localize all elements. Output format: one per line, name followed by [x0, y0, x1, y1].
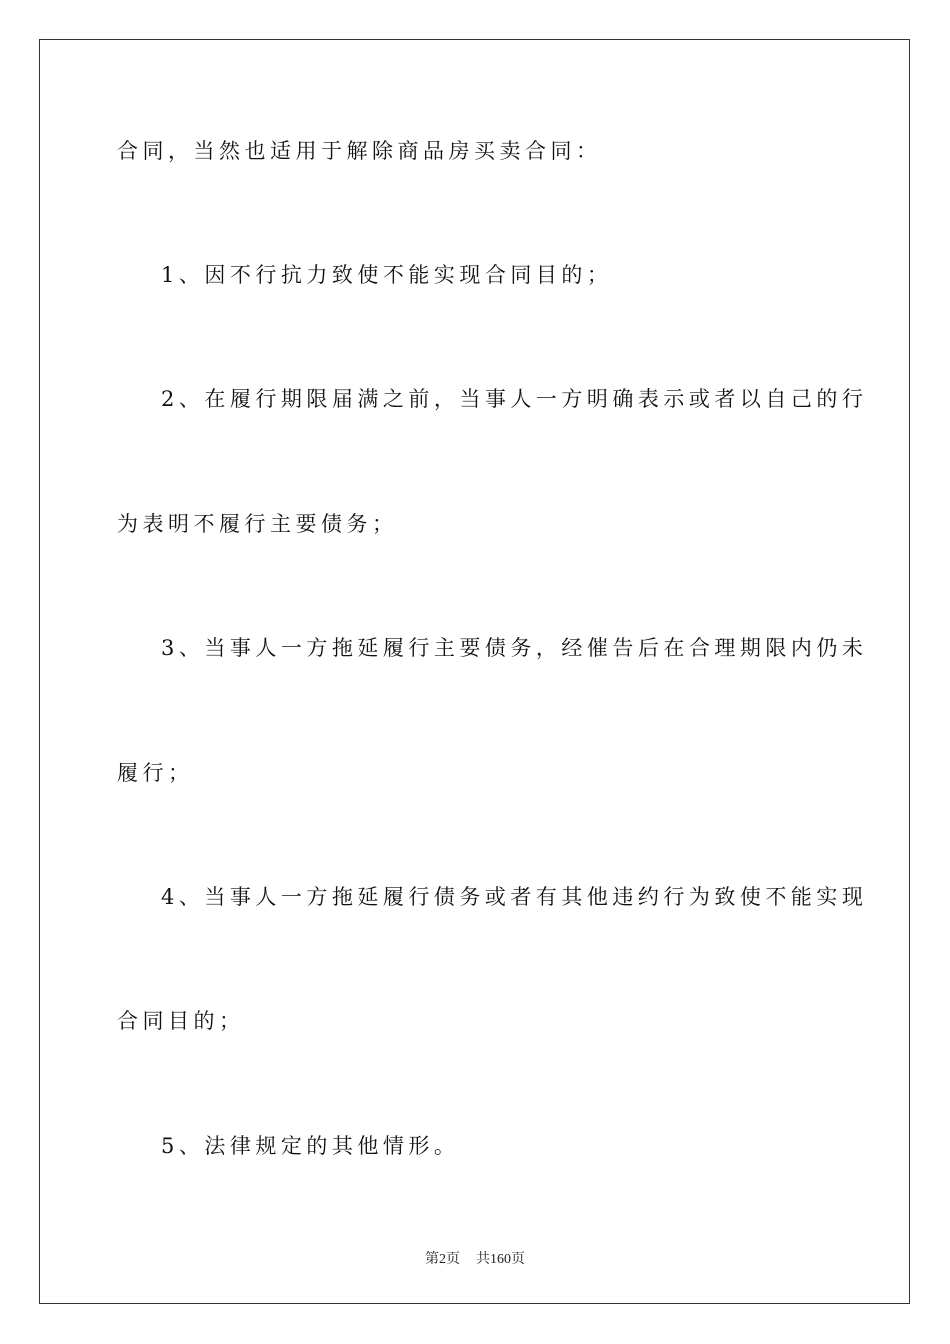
- body-line-5: 3、当事人一方拖延履行主要债务，经催告后在合理期限内仍未: [161, 636, 868, 660]
- page-border: [39, 39, 910, 1304]
- body-line-7: 4、当事人一方拖延履行债务或者有其他违约行为致使不能实现: [161, 885, 868, 909]
- body-line-6: 履行；: [117, 761, 194, 785]
- page-footer: [0, 1248, 950, 1268]
- body-line-3: 2、在履行期限届满之前，当事人一方明确表示或者以自己的行: [161, 387, 868, 411]
- total-pages: 共160页: [476, 1252, 525, 1267]
- page-number: 第2页: [425, 1252, 460, 1267]
- body-line-9: 5、法律规定的其他情形。: [161, 1134, 460, 1158]
- body-line-8: 合同目的；: [117, 1009, 245, 1033]
- body-line-1: 合同，当然也适用于解除商品房买卖合同：: [117, 139, 602, 163]
- body-line-2: 1、因不行抗力致使不能实现合同目的；: [161, 263, 613, 287]
- body-line-4: 为表明不履行主要债务；: [117, 512, 398, 536]
